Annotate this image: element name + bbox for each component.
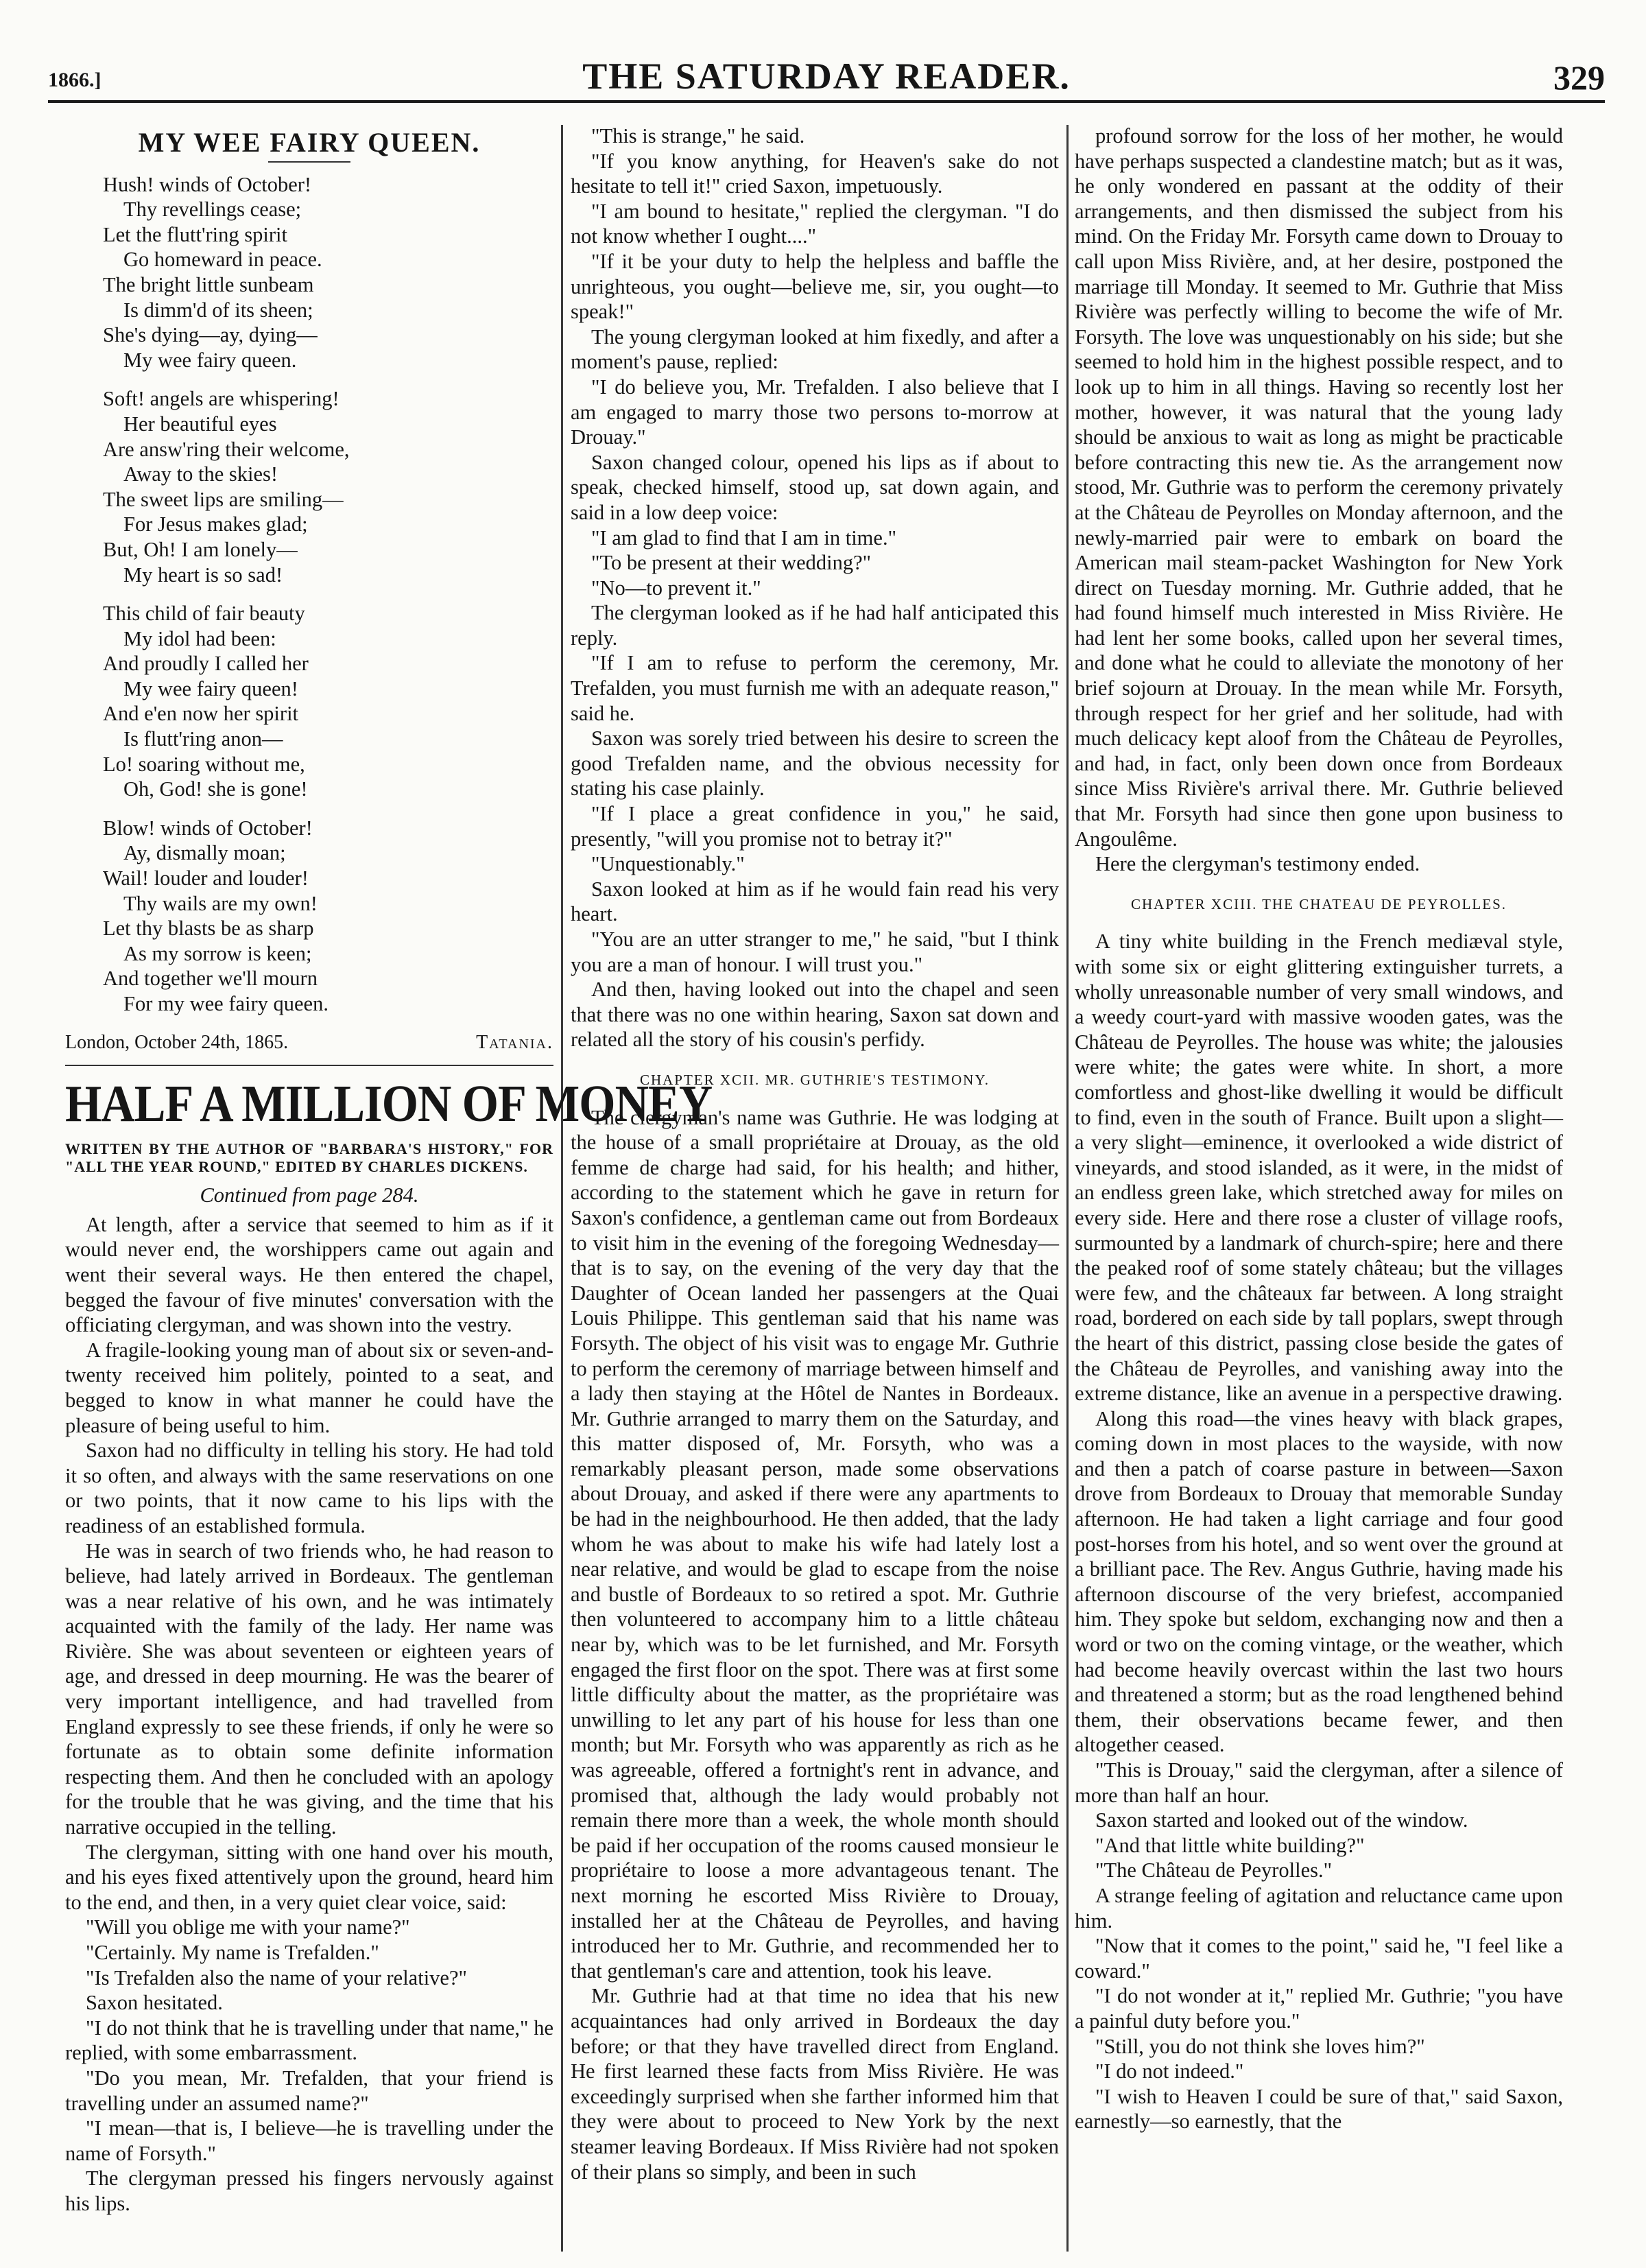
poem-line: The sweet lips are smiling—: [103, 487, 344, 511]
paragraph: "Certainly. My name is Trefalden.": [86, 1941, 379, 1964]
poem-line: For my wee fairy queen.: [123, 992, 329, 1015]
poem-signature: [65, 1030, 553, 1056]
paragraph: "Now that it comes to the point," said he, "I feel like a coward.": [1075, 1934, 1563, 1983]
poem-line: Hush! winds of October!: [103, 172, 312, 196]
poem-stanza: [103, 386, 553, 587]
chapter-heading: CHAPTER XCII. MR. GUTHRIE'S TESTIMONY.: [639, 1071, 990, 1088]
paragraph: Saxon looked at him as if he would fain read his very heart.: [571, 877, 1059, 926]
paragraph: "If you know anything, for Heaven's sake do not hesitate to tell it!" cried Saxon, impetuously.: [571, 149, 1059, 198]
poem-line: Her beautiful eyes: [123, 412, 277, 436]
paragraph: "You are an utter stranger to me," he said, "but I think you are a man of honour. I will trust you.": [571, 928, 1059, 976]
poem-line: My wee fairy queen.: [123, 348, 297, 372]
poem-line: Let the flutt'ring spirit: [103, 222, 287, 246]
paragraph: "I mean—that is, I believe—he is travelling under the name of Forsyth.": [65, 2116, 553, 2165]
poem-stanza: [103, 816, 553, 1017]
paragraph: Saxon was sorely tried between his desire to screen the good Trefalden name, and the obvious necessity for stating his case plainly.: [571, 727, 1059, 801]
poem-line: Thy wails are my own!: [123, 891, 318, 915]
paragraph: "I am bound to hesitate," replied the clergyman. "I do not know whether I ought....": [571, 199, 1059, 248]
section-rule: [65, 1065, 553, 1066]
poem-line: As my sorrow is keen;: [123, 941, 312, 965]
column-2: [571, 123, 1059, 2243]
poem-line: But, Oh! I am lonely—: [103, 537, 298, 561]
paragraph: "I do believe you, Mr. Trefalden. I also believe that I am engaged to marry those two persons to-morrow at Drouay.": [571, 375, 1059, 449]
poem-line: The bright little sunbeam: [103, 272, 314, 296]
paragraph: "To be present at their wedding?": [591, 551, 872, 575]
column-1-text: [65, 1212, 553, 2217]
paragraph: And then, having looked out into the chapel and seen that there was no one within hearing, Saxon sat down and related all the story of his cousin's perfidy.: [571, 978, 1059, 1052]
paragraph: "Unquestionably.": [591, 852, 745, 876]
paragraph: "This is Drouay," said the clergyman, after a silence of more than half an hour.: [1075, 1758, 1563, 1807]
poem-line: Oh, God! she is gone!: [123, 777, 308, 801]
poem-title: MY WEE FAIRY QUEEN.: [138, 127, 481, 158]
poem-line: Are answ'ring their welcome,: [103, 437, 350, 461]
paragraph: The clergyman, sitting with one hand over his mouth, and his eyes fixed attentively upon the ground, heard him to the end, and then, in a very quiet clear voice, said:: [65, 1840, 553, 1914]
article-title: HALF A MILLION OF MONEY: [65, 1075, 713, 1133]
poem-line: My idol had been:: [123, 626, 276, 650]
poem-line: Thy revellings cease;: [123, 198, 302, 222]
paragraph: The young clergyman looked at him fixedly, and after a moment's pause, replied:: [571, 324, 1059, 374]
paragraph: "If I place a great confidence in you," he said, presently, "will you promise not to betray it?": [571, 802, 1059, 851]
poem-body: [65, 172, 553, 1017]
poem-line: Away to the skies!: [123, 462, 278, 486]
poem-place-date: London, October 24th, 1865.: [65, 1031, 289, 1053]
page-header: [48, 27, 1605, 103]
paragraph: "I wish to Heaven I could be sure of that," said Saxon, earnestly—so earnestly, that the: [1075, 2084, 1563, 2134]
poem-line: For Jesus makes glad;: [123, 512, 308, 536]
paragraph: "And that little white building?": [1095, 1833, 1365, 1857]
paragraph: Mr. Guthrie had at that time no idea that his new acquaintances had only arrived in Bordeaux the day before; or that they have travelled direct from England. He first learned these facts from Miss Rivière. He was exceedingly surprised when she farther informed him that they were about to proceed to New York by the next steamer leaving Bordeaux. If Miss Rivière had not spoken of their plans so simply, and been in such: [571, 1984, 1059, 2184]
poem-line: Lo! soaring without me,: [103, 752, 305, 776]
paragraph: "No—to prevent it.": [591, 576, 761, 600]
paragraph: Saxon had no difficulty in telling his story. He had told it so often, and always with the same reservations on one or two points, that it now came to his lips with the readiness of an established formula.: [65, 1439, 553, 1537]
poem-line: Is flutt'ring anon—: [123, 727, 283, 751]
column-2-text-a: [571, 123, 1059, 1052]
paragraph: profound sorrow for the loss of her mother, he would have perhaps suspected a clandestine match; but as it was, he only wondered en passant at the oddity of their arrangements, and then dismissed the subject from his mind. On the Friday Mr. Forsyth came down to Drouay to call upon Miss Rivière, and, at her desire, postponed the marriage till Monday. It seemed to Mr. Guthrie that Miss Rivière was perfectly willing to become the wife of Mr. Forsyth. The love was unquestionably on his side; but she seemed to hold him in the highest possible respect, and to look up to him in all things. Having so recently lost her mother, however, it was natural that the young lady should be anxious to wait as long as might be practicable before contracting this new tie. As the arrangement now stood, Mr. Guthrie was to perform the ceremony privately at the Château de Peyrolles on Monday afternoon, and the newly-married pair were to embark on board the American mail steam-packet Washington for New York direct on Tuesday morning. Mr. Guthrie added, that he had found himself much interested in Miss Rivière. He had lent her some books, called upon her several times, and done what he could to alleviate the monotony of her brief sojourn at Drouay. In the mean while Mr. Forsyth, through respect for her grief and her solitude, had with much delicacy kept aloof from the Château de Peyrolles, and had, in fact, only been down once from Bordeaux since Miss Rivière's arrival there. Mr. Guthrie believed that Mr. Forsyth had since then gone upon business to Angoulême.: [1075, 124, 1563, 851]
column-3-text-a: [1075, 123, 1563, 877]
paragraph: Saxon changed colour, opened his lips as if about to speak, checked himself, stood up, sat down again, and said in a low deep voice:: [571, 450, 1059, 524]
paragraph: "Do you mean, Mr. Trefalden, that your friend is travelling under an assumed name?": [65, 2066, 553, 2115]
poem-line: My heart is so sad!: [123, 563, 283, 587]
poem-line: And proudly I called her: [103, 652, 309, 676]
paragraph: Saxon started and looked out of the window.: [1095, 1808, 1468, 1832]
paragraph: A fragile-looking young man of about six or seven-and-twenty received him politely, pointed to a seat, and begged to know in what manner he could have the pleasure of being useful to him.: [65, 1338, 553, 1437]
poem-line: Let thy blasts be as sharp: [103, 917, 314, 941]
column-divider: [1066, 125, 1069, 2252]
poem-line: Is dimm'd of its sheen;: [123, 298, 313, 322]
paragraph: "I do not think that he is travelling under that name," he replied, with some embarrassment.: [65, 2016, 553, 2065]
poem-line: My wee fairy queen!: [123, 676, 298, 700]
paragraph: "The Château de Peyrolles.": [1095, 1858, 1333, 1882]
column-3: [1075, 123, 1563, 2243]
poem-line: Wail! louder and louder!: [103, 866, 309, 890]
paragraph: "If I am to refuse to perform the ceremony, Mr. Trefalden, you must furnish me with an adequate reason," said he.: [571, 651, 1059, 725]
poem-line: Go homeward in peace.: [123, 248, 322, 272]
paragraph: "I do not indeed.": [1095, 2059, 1244, 2083]
paragraph: Here the clergyman's testimony ended.: [1095, 852, 1420, 876]
paragraph: "I do not wonder at it," replied Mr. Guthrie; "you have a painful duty before you.": [1075, 1984, 1563, 2033]
paragraph: A tiny white building in the French mediæval style, with some six or eight glittering extinguisher turrets, a wholly unreasonable number of very small windows, and a weedy court-yard with massive wooden gates, was the Château de Peyrolles. The house was white; the jalousies were white; the gates were white. In short, a more comfortless and ghost-like dwelling it would be difficult to find, even in the south of France. Built upon a slight—a very slight—eminence, it overlooked a wide district of vineyards, and stood islanded, as it were, in the midst of an endless green lake, which stretched away for miles on every side. Here and there rose a cluster of village roofs, surmounted by a landmark of church-spire; here and there the peaked roof of some stately château; but the villages were few, and the châteaux far between. A long straight road, bordered on each side by tall poplars, swept through the heart of this district, passing close beside the gates of the Château de Peyrolles, and vanishing away into the extreme distance, like an avenue in a perspective drawing.: [1075, 930, 1563, 1406]
paragraph: "This is strange," he said.: [591, 124, 805, 147]
paragraph: Along this road—the vines heavy with black grapes, coming down in most places to the wayside, with now and then a patch of coarse pasture in between—Saxon drove from Bordeaux to Drouay that memorable Sunday afternoon. He had taken a light carriage and four good post-horses from his hotel, and so went over the ground at a brilliant pace. The Rev. Angus Guthrie, having made his afternoon discourse of the very briefest, accompanied him. They spoke but seldom, exchanging now and then a word or two on the coming vintage, or the weather, which had become heavily overcast within the last two hours and threatened a storm; but as the road lengthened behind them, their observations became fewer, and then altogether ceased.: [1075, 1406, 1563, 1757]
poem-line: She's dying—ay, dying—: [103, 323, 318, 347]
paragraph: He was in search of two friends who, he had reason to believe, had lately arrived in Bordeaux. The gentleman was a near relative of his own, and he was intimately acquainted with the family of the lady. Her name was Rivière. She was about seventeen or eighteen years of age, and dressed in deep mourning. He was the bearer of very important intelligence, and had travelled from England expressly to see these friends, if only he were so fortunate as to obtain some definite information respecting them. And then he concluded with an apology for the trouble that he was giving, and the time that his narrative occupied in the telling.: [65, 1539, 553, 1839]
article-byline: WRITTEN BY THE AUTHOR OF "BARBARA'S HISTORY," FOR "ALL THE YEAR ROUND," EDITED BY CHARLES DICKENS.: [65, 1140, 553, 1176]
poem-stanza: [103, 172, 553, 373]
title-rule: [268, 161, 350, 163]
poem-line: And e'en now her spirit: [103, 702, 299, 726]
paragraph: At length, after a service that seemed to him as if it would never end, the worshippers came out again and went their several ways. He then entered the chapel, begged the favour of five minutes' conversation with the officiating clergyman, and was shown into the vestry.: [65, 1212, 553, 1337]
continued-note: Continued from page 284.: [200, 1183, 419, 1207]
paragraph: "Is Trefalden also the name of your relative?": [86, 1965, 467, 1989]
paragraph: Saxon hesitated.: [86, 1991, 223, 2015]
column-divider: [561, 125, 563, 2252]
poem-line: And together we'll mourn: [103, 967, 318, 991]
poem-author: Tatania.: [476, 1031, 553, 1053]
paragraph: "Still, you do not think she loves him?": [1095, 2034, 1425, 2058]
column-2-text-b: [571, 1105, 1059, 2185]
masthead-title: THE SATURDAY READER.: [582, 56, 1071, 97]
header-rule: [48, 100, 1605, 103]
page-number: 329: [1553, 58, 1605, 97]
paragraph: "I am glad to find that I am in time.": [591, 525, 897, 550]
paragraph: The clergyman looked as if he had half anticipated this reply.: [571, 601, 1059, 650]
paragraph: "If it be your duty to help the helpless and baffle the unrighteous, you ought—believe me, sir, you ought—to speak!": [571, 249, 1059, 324]
poem-line: Soft! angels are whispering!: [103, 387, 339, 411]
paragraph: A strange feeling of agitation and reluctance came upon him.: [1075, 1883, 1563, 1933]
issue-year: 1866.]: [48, 69, 102, 91]
poem-line: Blow! winds of October!: [103, 816, 313, 840]
paragraph: The clergyman pressed his fingers nervously against his lips.: [65, 2166, 553, 2215]
poem-line: Ay, dismally moan;: [123, 841, 286, 865]
paragraph: "Will you oblige me with your name?": [86, 1915, 410, 1939]
chapter-heading: CHAPTER XCIII. THE CHATEAU DE PEYROLLES.: [1130, 895, 1507, 912]
poem-line: This child of fair beauty: [103, 602, 305, 626]
poem-stanza: [103, 601, 553, 802]
paragraph: The clergyman's name was Guthrie. He was lodging at the house of a small propriétaire at Drouay, as the old femme de charge had said, for his health; and hither, according to the statement which he gave in return for Saxon's confidence, a gentleman came out from Bordeaux to visit him in the evening of the foregoing Wednesday—that is to say, on the evening of the very day that the Daughter of Ocean landed her passengers at the Quai Louis Philippe. This gentleman said that his name was Forsyth. The object of his visit was to engage Mr. Guthrie to perform the ceremony of marriage between himself and a lady then staying at the Hôtel de Nantes in Bordeaux. Mr. Guthrie arranged to marry them on the Saturday, and this matter disposed of, Mr. Forsyth, who was a remarkably pleasant person, made some observations about Drouay, and asked if there were any apartments to be had in the neighbourhood. He then added, that the lady whom he was about to make his wife had lately lost a near relative, and would be glad to escape from the noise and bustle of Bordeaux to so retired a spot. Mr. Guthrie then volunteered to accompany him to a little château near by, which was to be let furnished, and Mr. Forsyth engaged the first floor on the spot. There was at first some little difficulty about the matter, as the propriétaire was unwilling to let any part of his house for less than one month; but Mr. Forsyth who was apparently as rich as he was agreeable, offered a fortnight's rent in advance, and promised that, although the lady would probably not remain there more than a week, the whole month should be paid if her occupation of the rooms caused monsieur le propriétaire to loose a more advantageous tenant. The next morning he escorted Miss Rivière to Drouay, installed her at the Château de Peyrolles, and having introduced her to Mr. Guthrie, and recommended her to that gentleman's care and attention, took his leave.: [571, 1105, 1059, 1983]
column-3-text-b: [1075, 929, 1563, 2134]
